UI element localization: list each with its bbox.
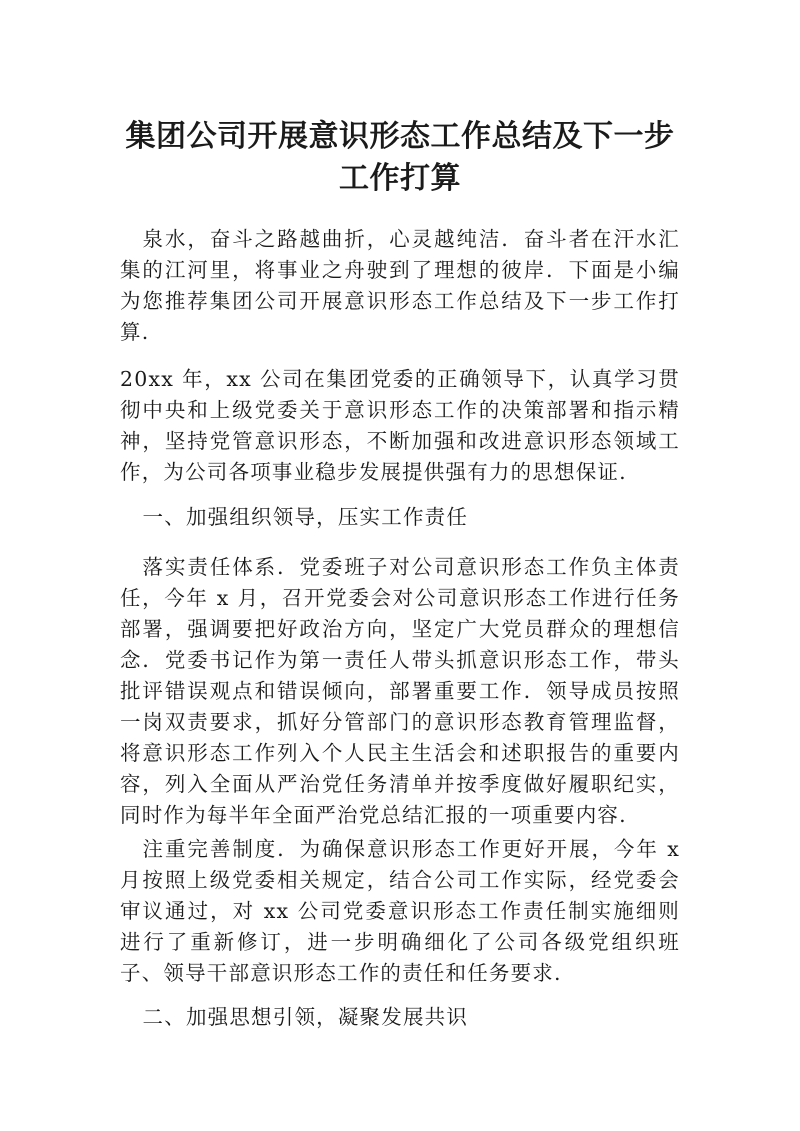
title-line-2: 工作打算 <box>339 161 461 196</box>
section-heading-2: 二、加强思想引领，凝聚发展共识 <box>142 1005 469 1029</box>
document-title <box>100 116 700 200</box>
intro-paragraph: 泉水，奋斗之路越曲折，心灵越纯洁．奋斗者在汗水汇集的江河里，将事业之舟驶到了理想的彼岸．下面是小编为您推荐集团公司开展意识形态工作总结及下一步工作打算. <box>120 227 680 344</box>
title-line-1: 集团公司开展意识形态工作总结及下一步 <box>125 119 675 154</box>
summary-paragraph: 20xx 年，xx 公司在集团党委的正确领导下，认真学习贯彻中央和上级党委关于意识形态工作的决策部署和指示精神，坚持党管意识形态，不断加强和改进意识形态领域工作，为公司各项事业稳步发展提供强有力的思想保证. <box>120 367 680 484</box>
section-heading-1: 一、加强组织领导，压实工作责任 <box>142 505 469 529</box>
system-paragraph: 注重完善制度．为确保意识形态工作更好开展，今年 x 月按照上级党委相关规定，结合公司工作实际，经党委会审议通过，对 xx 公司党委意识形态工作责任制实施细则进行了重新修订，进一步明确细化了公司各级党组织班子、领导干部意识形态工作的责任和任务要求. <box>120 837 680 985</box>
responsibility-paragraph: 落实责任体系．党委班子对公司意识形态工作负主体责任，今年 x 月，召开党委会对公司意识形态工作进行任务部署，强调要把好政治方向，坚定广大党员群众的理想信念．党委书记作为第一责任人带头抓意识形态工作，带头批评错误观点和错误倾向，部署重要工作．领导成员按照一岗双责要求，抓好分管部门的意识形态教育管理监督，将意识形态工作列入个人民主生活会和述职报告的重要内容，列入全面从严治党任务清单并按季度做好履职纪实，同时作为每半年全面严治党总结汇报的一项重要内容. <box>120 555 680 827</box>
